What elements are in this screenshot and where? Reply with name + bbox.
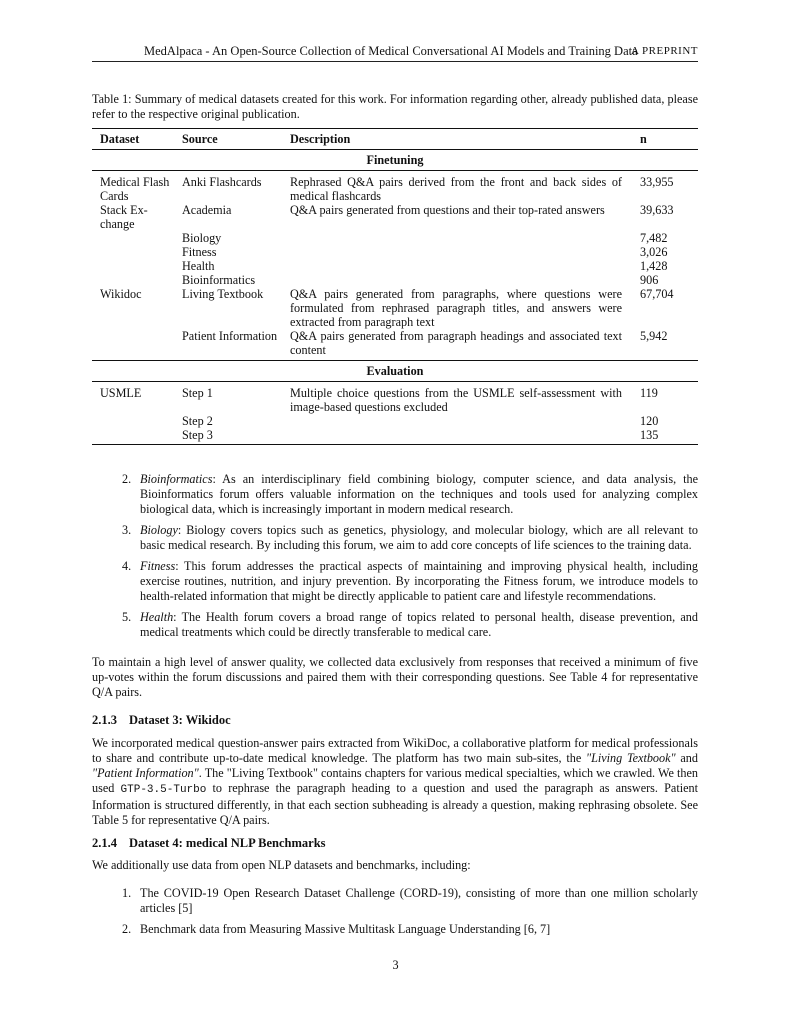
list-item [122, 472, 698, 517]
cell-source: Step 2 [182, 414, 213, 428]
cell-source: Anki Flashcards [182, 175, 262, 189]
cell-dataset [92, 259, 172, 273]
page-number: 3 [392, 958, 399, 972]
cell-dataset: Stack Ex- change [100, 203, 148, 231]
wikidoc-text-c: to rephrase the paragraph heading to a question and used the paragraph as answers. Patient Information is structured differently, in that each section subheading is already a question, making rephrasing obsolete. See Table 5 for representative Q/A pairs. [92, 781, 698, 827]
cell-source: Biology [182, 231, 222, 245]
cell-n: 67,704 [640, 287, 674, 301]
list-item [122, 523, 698, 553]
list-text: Benchmark data from Measuring Massive Multitask Language Understanding [6, 7] [140, 922, 551, 936]
cell-description [282, 273, 632, 287]
finetuning-section-row [92, 150, 698, 171]
table-row [92, 428, 698, 445]
cell-source: Living Textbook [182, 287, 264, 301]
running-header [92, 44, 698, 62]
list-text: : Biology covers topics such as genetics, physiology, and molecular biology, which are all relevant to basic medical research. By including this forum, we aim to add core concepts of life sciences to the training data. [140, 523, 698, 552]
cell-n: 120 [640, 414, 659, 428]
section-title: Dataset 3: Wikidoc [129, 713, 231, 727]
table-row [92, 386, 698, 414]
cell-n: 33,955 [640, 175, 674, 189]
cell-description: Q&A pairs generated from paragraphs, where questions were formulated from rephrased paragraph titles, and answers were extracted from paragraph text [290, 287, 622, 329]
table-caption: Table 1: Summary of medical datasets created for this work. For information regarding other, already published data, please refer to the respective original publication. [92, 92, 698, 121]
list-item [122, 610, 698, 640]
cell-n: 906 [640, 273, 659, 287]
cell-description [282, 231, 632, 245]
cell-source: Step 1 [182, 386, 213, 400]
section-title: Dataset 4: medical NLP Benchmarks [129, 836, 326, 850]
cell-dataset [92, 428, 172, 445]
forum-list [92, 472, 698, 646]
cell-source: Step 3 [172, 428, 282, 445]
section-number: 2.1.4 [92, 836, 117, 850]
cell-n: 119 [640, 386, 658, 400]
section-heading-2-1-4 [92, 836, 326, 851]
list-number: 5. [122, 610, 132, 624]
model-code-name: GTP-3.5-Turbo [120, 784, 207, 796]
forum-term: Fitness [140, 559, 176, 573]
paragraph-quality: To maintain a high level of answer quality, we collected data exclusively from responses that received a minimum of five up-votes within the forum discussions and paired them with their corresponding questions. See Table 4 for representative Q/A pairs. [92, 655, 698, 699]
cell-dataset: Medical Flash Cards [100, 175, 170, 203]
cell-description [282, 414, 632, 428]
datasets-table [92, 128, 698, 445]
benchmark-list [92, 886, 698, 943]
table-row [92, 273, 698, 287]
list-text: : This forum addresses the practical aspects of maintaining and improving physical health, including exercise routines, nutrition, and injury prevention. By incorporating the Fitness forum, we introduce models to health-related information that might be directly applicable to patient care and lifestyle recommendations. [140, 559, 698, 603]
cell-description: Q&A pairs generated from questions and their top-rated answers [290, 203, 605, 217]
forum-term: Bioinformatics [140, 472, 213, 486]
table-row [92, 414, 698, 428]
cell-dataset [92, 245, 172, 259]
evaluation-label: Evaluation [92, 361, 698, 382]
table-row [92, 329, 698, 357]
wikidoc-text-b: . The "Living Textbook" contains chapters for various medical specialties, which we crawled. We then used [92, 766, 698, 795]
table-row [92, 287, 698, 329]
finetuning-label: Finetuning [92, 150, 698, 171]
patient-information-term: "Patient Information" [92, 766, 199, 780]
cell-n: 3,026 [640, 245, 668, 259]
cell-description: Multiple choice questions from the USMLE self-assessment with image-based questions excluded [290, 386, 622, 414]
evaluation-section-row [92, 361, 698, 382]
list-text: : The Health forum covers a broad range of topics related to personal health, disease prevention, and medical treatments which could be directly transferable to medical care. [140, 610, 698, 639]
list-text: : As an interdisciplinary field combining biology, computer science, and data analysis, the Bioinformatics forum offers valuable information on the techniques and tools used for analyzing complex biological data, which is increasingly important in modern medical research. [140, 472, 698, 516]
list-item [122, 559, 698, 604]
cell-n: 5,942 [640, 329, 668, 343]
section-number: 2.1.3 [92, 713, 117, 727]
living-textbook-term: "Living Textbook" [585, 751, 676, 765]
cell-dataset [92, 414, 172, 428]
cell-source: Health [182, 259, 215, 273]
cell-description: Rephrased Q&A pairs derived from the front and back sides of medical flashcards [290, 175, 622, 203]
table-row [92, 231, 698, 245]
table-row [92, 259, 698, 273]
paragraph-benchmarks: We additionally use data from open NLP datasets and benchmarks, including: [92, 858, 471, 872]
list-number: 3. [122, 523, 132, 537]
forum-term: Health [140, 610, 174, 624]
header-tag: A PREPRINT [630, 45, 698, 57]
cell-source: Academia [182, 203, 232, 217]
section-heading-2-1-3 [92, 713, 231, 728]
cell-description [282, 245, 632, 259]
cell-dataset [92, 231, 172, 245]
wikidoc-text-and: and [675, 751, 698, 765]
cell-dataset: Wikidoc [100, 287, 142, 301]
list-number: 4. [122, 559, 132, 573]
table-row [92, 175, 698, 203]
list-text: The COVID-19 Open Research Dataset Challenge (CORD-19), consisting of more than one million scholarly articles [5] [140, 886, 698, 915]
paragraph-wikidoc [92, 736, 698, 828]
list-number: 2. [122, 922, 132, 936]
list-item [122, 886, 698, 916]
list-item [122, 922, 698, 937]
list-number: 2. [122, 472, 132, 486]
col-header-source: Source [172, 129, 282, 150]
forum-term: Biology [140, 523, 178, 537]
cell-dataset [92, 329, 172, 357]
table-row [92, 245, 698, 259]
cell-source: Patient Information [182, 329, 278, 343]
cell-n: 39,633 [640, 203, 674, 217]
cell-source: Fitness [182, 245, 217, 259]
col-header-description: Description [282, 129, 632, 150]
cell-source: Bioinformatics [182, 273, 256, 287]
cell-description [282, 259, 632, 273]
col-header-dataset: Dataset [92, 129, 172, 150]
cell-description [282, 428, 632, 445]
table-row [92, 203, 698, 231]
wikidoc-text-a: We incorporated medical question-answer pairs extracted from WikiDoc, a collaborative platform for medical professionals to share and contribute up-to-date medical knowledge. The platform has two main sub-sites, the [92, 736, 698, 765]
list-number: 1. [122, 886, 132, 900]
cell-dataset: USMLE [100, 386, 142, 400]
cell-dataset [92, 273, 172, 287]
cell-n: 7,482 [640, 231, 668, 245]
table-header-row [92, 129, 698, 150]
header-title: MedAlpaca - An Open-Source Collection of Medical Conversational AI Models and Training Data [144, 44, 638, 58]
cell-n: 1,428 [640, 259, 668, 273]
cell-description: Q&A pairs generated from paragraph headings and associated text content [290, 329, 622, 357]
col-header-n: n [632, 129, 698, 150]
cell-n: 135 [632, 428, 698, 445]
